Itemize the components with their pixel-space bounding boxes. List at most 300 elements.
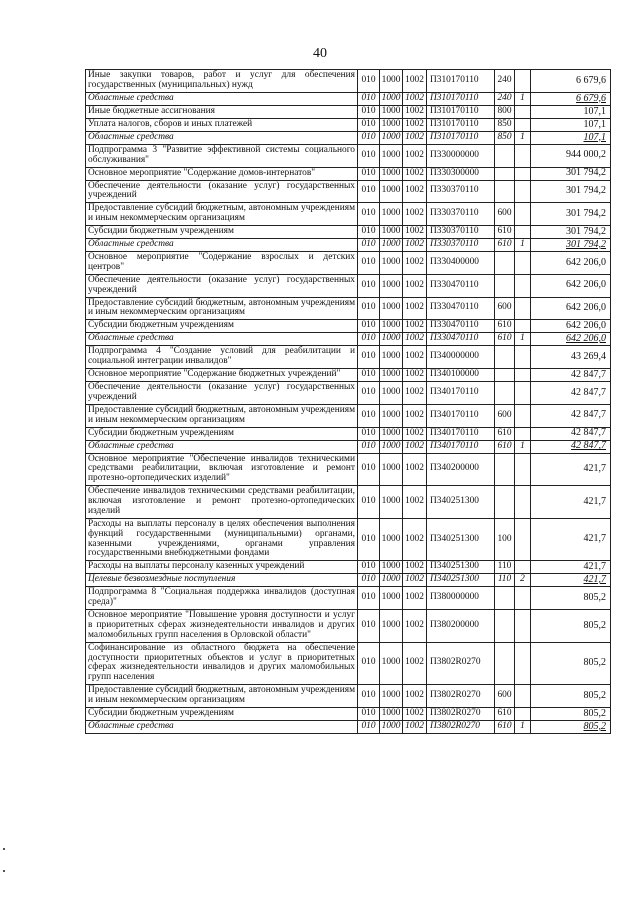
expense-type-code: 610 — [495, 707, 515, 720]
target-article-code: П380200000 — [427, 610, 495, 643]
expense-type-code: 610 — [495, 427, 515, 440]
target-article-code: П330370110 — [427, 203, 495, 226]
funding-source-code: 1 — [515, 92, 531, 105]
table-row — [86, 453, 611, 486]
subsection-code: 1002 — [403, 561, 427, 574]
subsection-code: 1002 — [403, 587, 427, 610]
grbs-code: 010 — [358, 720, 380, 733]
target-article-code: П340251300 — [427, 486, 495, 519]
section-code: 1000 — [380, 369, 403, 382]
funding-source-code — [515, 226, 531, 239]
grbs-code: 010 — [358, 118, 380, 131]
subsection-code: 1002 — [403, 105, 427, 118]
amount: 6 679,6 — [531, 70, 611, 93]
expense-type-code — [495, 274, 515, 297]
grbs-code: 010 — [358, 518, 380, 561]
grbs-code: 010 — [358, 320, 380, 333]
row-name: Областные средства — [86, 333, 358, 346]
grbs-code: 010 — [358, 440, 380, 453]
row-name: Расходы на выплаты персоналу казенных учреждений — [86, 561, 358, 574]
target-article-code: П340251300 — [427, 561, 495, 574]
funding-source-code — [515, 642, 531, 685]
target-article-code: П310170110 — [427, 92, 495, 105]
funding-source-code — [515, 561, 531, 574]
table-row — [86, 382, 611, 405]
section-code: 1000 — [380, 720, 403, 733]
grbs-code: 010 — [358, 486, 380, 519]
funding-source-code — [515, 685, 531, 708]
funding-source-code — [515, 167, 531, 180]
amount: 642 206,0 — [531, 274, 611, 297]
subsection-code: 1002 — [403, 346, 427, 369]
funding-source-code — [515, 144, 531, 167]
target-article-code: П310170110 — [427, 105, 495, 118]
table-row — [86, 685, 611, 708]
table-row — [86, 440, 611, 453]
row-name: Субсидии бюджетным учреждениям — [86, 320, 358, 333]
amount: 642 206,0 — [531, 320, 611, 333]
amount: 43 269,4 — [531, 346, 611, 369]
target-article-code: П340200000 — [427, 453, 495, 486]
table-row — [86, 707, 611, 720]
amount: 421,7 — [531, 486, 611, 519]
table-row — [86, 105, 611, 118]
table-row — [86, 346, 611, 369]
amount: 805,2 — [531, 610, 611, 643]
expense-type-code: 240 — [495, 70, 515, 93]
section-code: 1000 — [380, 105, 403, 118]
grbs-code: 010 — [358, 574, 380, 587]
table-row — [86, 518, 611, 561]
row-name: Расходы на выплаты персоналу в целях обеспечения выполнения функций государственными (муниципальными) органами, казенными учреждениями, органами управления государственными внебюджетными фондами — [86, 518, 358, 561]
row-name: Обеспечение деятельности (оказание услуг) государственных учреждений — [86, 180, 358, 203]
row-name: Областные средства — [86, 92, 358, 105]
funding-source-code — [515, 203, 531, 226]
budget-table — [85, 69, 611, 734]
grbs-code: 010 — [358, 131, 380, 144]
funding-source-code — [515, 427, 531, 440]
funding-source-code — [515, 382, 531, 405]
row-name: Обеспечение деятельности (оказание услуг) государственных учреждений — [86, 382, 358, 405]
subsection-code: 1002 — [403, 167, 427, 180]
subsection-code: 1002 — [403, 707, 427, 720]
section-code: 1000 — [380, 92, 403, 105]
subsection-code: 1002 — [403, 131, 427, 144]
expense-type-code: 600 — [495, 685, 515, 708]
section-code: 1000 — [380, 404, 403, 427]
subsection-code: 1002 — [403, 642, 427, 685]
grbs-code: 010 — [358, 561, 380, 574]
funding-source-code: 1 — [515, 720, 531, 733]
funding-source-code — [515, 274, 531, 297]
grbs-code: 010 — [358, 239, 380, 252]
funding-source-code — [515, 252, 531, 275]
grbs-code: 010 — [358, 587, 380, 610]
amount: 421,7 — [531, 574, 611, 587]
section-code: 1000 — [380, 203, 403, 226]
amount: 6 679,6 — [531, 92, 611, 105]
target-article-code: П340251300 — [427, 574, 495, 587]
amount: 42 847,7 — [531, 382, 611, 405]
subsection-code: 1002 — [403, 486, 427, 519]
section-code: 1000 — [380, 561, 403, 574]
target-article-code: П340170110 — [427, 404, 495, 427]
funding-source-code — [515, 105, 531, 118]
table-row — [86, 404, 611, 427]
funding-source-code: 1 — [515, 333, 531, 346]
amount: 642 206,0 — [531, 252, 611, 275]
section-code: 1000 — [380, 144, 403, 167]
row-name: Обеспечение инвалидов техническими средствами реабилитации, включая изготовление и ремонт протезно-ортопедических изделий — [86, 486, 358, 519]
scan-mark — [3, 848, 5, 850]
subsection-code: 1002 — [403, 92, 427, 105]
expense-type-code: 850 — [495, 131, 515, 144]
expense-type-code — [495, 486, 515, 519]
section-code: 1000 — [380, 453, 403, 486]
table-row — [86, 239, 611, 252]
section-code: 1000 — [380, 297, 403, 320]
amount: 805,2 — [531, 642, 611, 685]
row-name: Основное мероприятие "Содержание взрослых и детских центров" — [86, 252, 358, 275]
row-name: Субсидии бюджетным учреждениям — [86, 707, 358, 720]
grbs-code: 010 — [358, 642, 380, 685]
funding-source-code — [515, 297, 531, 320]
grbs-code: 010 — [358, 203, 380, 226]
row-name: Основное мероприятие "Обеспечение инвалидов техническими средствами реабилитации, включая изготовление и ремонт протезно-ортопедических изделий" — [86, 453, 358, 486]
row-name: Предоставление субсидий бюджетным, автономным учреждениям и иным некоммерческим организациям — [86, 203, 358, 226]
target-article-code: П3802R0270 — [427, 685, 495, 708]
target-article-code: П340170110 — [427, 382, 495, 405]
amount: 42 847,7 — [531, 369, 611, 382]
subsection-code: 1002 — [403, 440, 427, 453]
expense-type-code — [495, 610, 515, 643]
target-article-code: П3802R0270 — [427, 707, 495, 720]
expense-type-code — [495, 369, 515, 382]
expense-type-code: 610 — [495, 440, 515, 453]
amount: 421,7 — [531, 518, 611, 561]
row-name: Основное мероприятие "Содержание бюджетных учреждений" — [86, 369, 358, 382]
table-row — [86, 642, 611, 685]
subsection-code: 1002 — [403, 369, 427, 382]
grbs-code: 010 — [358, 274, 380, 297]
section-code: 1000 — [380, 610, 403, 643]
row-name: Подпрограмма 4 "Создание условий для реабилитации и социальной интеграции инвалидов" — [86, 346, 358, 369]
funding-source-code: 1 — [515, 131, 531, 144]
subsection-code: 1002 — [403, 180, 427, 203]
target-article-code: П310170110 — [427, 118, 495, 131]
table-row — [86, 274, 611, 297]
target-article-code: П310170110 — [427, 131, 495, 144]
section-code: 1000 — [380, 131, 403, 144]
amount: 642 206,0 — [531, 297, 611, 320]
subsection-code: 1002 — [403, 70, 427, 93]
expense-type-code — [495, 180, 515, 203]
grbs-code: 010 — [358, 369, 380, 382]
target-article-code: П330000000 — [427, 144, 495, 167]
amount: 421,7 — [531, 453, 611, 486]
target-article-code: П3802R0270 — [427, 720, 495, 733]
subsection-code: 1002 — [403, 297, 427, 320]
section-code: 1000 — [380, 685, 403, 708]
grbs-code: 010 — [358, 180, 380, 203]
funding-source-code — [515, 369, 531, 382]
expense-type-code: 240 — [495, 92, 515, 105]
row-name: Уплата налогов, сборов и иных платежей — [86, 118, 358, 131]
funding-source-code — [515, 518, 531, 561]
row-name: Областные средства — [86, 131, 358, 144]
subsection-code: 1002 — [403, 203, 427, 226]
table-row — [86, 427, 611, 440]
row-name: Софинансирование из областного бюджета на обеспечение доступности приоритетных объектов и услуг в приоритетных сферах жизнедеятельности инвалидов и других маломобильных групп населения — [86, 642, 358, 685]
amount: 301 794,2 — [531, 226, 611, 239]
amount: 805,2 — [531, 685, 611, 708]
row-name: Иные закупки товаров, работ и услуг для обеспечения государственных (муниципальных) нужд — [86, 70, 358, 93]
funding-source-code — [515, 707, 531, 720]
section-code: 1000 — [380, 167, 403, 180]
expense-type-code: 110 — [495, 574, 515, 587]
funding-source-code: 1 — [515, 239, 531, 252]
table-row — [86, 70, 611, 93]
target-article-code: П330300000 — [427, 167, 495, 180]
table-row — [86, 144, 611, 167]
expense-type-code: 600 — [495, 404, 515, 427]
section-code: 1000 — [380, 226, 403, 239]
row-name: Субсидии бюджетным учреждениям — [86, 427, 358, 440]
row-name: Основное мероприятие "Содержание домов-интернатов" — [86, 167, 358, 180]
amount: 107,1 — [531, 105, 611, 118]
grbs-code: 010 — [358, 167, 380, 180]
section-code: 1000 — [380, 587, 403, 610]
table-row — [86, 320, 611, 333]
amount: 421,7 — [531, 561, 611, 574]
grbs-code: 010 — [358, 453, 380, 486]
amount: 805,2 — [531, 720, 611, 733]
section-code: 1000 — [380, 252, 403, 275]
amount: 642 206,0 — [531, 333, 611, 346]
table-row — [86, 486, 611, 519]
subsection-code: 1002 — [403, 427, 427, 440]
expense-type-code: 100 — [495, 518, 515, 561]
row-name: Основное мероприятие "Повышение уровня доступности и услуг в приоритетных сферах жизнедеятельности инвалидов и других маломобильных групп населения в Орловской области" — [86, 610, 358, 643]
grbs-code: 010 — [358, 92, 380, 105]
expense-type-code: 600 — [495, 203, 515, 226]
target-article-code: П3802R0270 — [427, 642, 495, 685]
subsection-code: 1002 — [403, 685, 427, 708]
expense-type-code: 600 — [495, 297, 515, 320]
subsection-code: 1002 — [403, 518, 427, 561]
amount: 42 847,7 — [531, 427, 611, 440]
amount: 42 847,7 — [531, 404, 611, 427]
target-article-code: П330370110 — [427, 226, 495, 239]
table-row — [86, 180, 611, 203]
funding-source-code: 2 — [515, 574, 531, 587]
subsection-code: 1002 — [403, 333, 427, 346]
subsection-code: 1002 — [403, 453, 427, 486]
expense-type-code — [495, 382, 515, 405]
table-row — [86, 131, 611, 144]
target-article-code: П330470110 — [427, 297, 495, 320]
amount: 107,1 — [531, 118, 611, 131]
section-code: 1000 — [380, 333, 403, 346]
subsection-code: 1002 — [403, 382, 427, 405]
funding-source-code — [515, 453, 531, 486]
section-code: 1000 — [380, 118, 403, 131]
table-row — [86, 203, 611, 226]
amount: 301 794,2 — [531, 203, 611, 226]
funding-source-code — [515, 587, 531, 610]
subsection-code: 1002 — [403, 226, 427, 239]
amount: 805,2 — [531, 587, 611, 610]
grbs-code: 010 — [358, 404, 380, 427]
grbs-code: 010 — [358, 144, 380, 167]
expense-type-code — [495, 453, 515, 486]
section-code: 1000 — [380, 486, 403, 519]
section-code: 1000 — [380, 70, 403, 93]
section-code: 1000 — [380, 518, 403, 561]
target-article-code: П330370110 — [427, 239, 495, 252]
expense-type-code: 610 — [495, 333, 515, 346]
amount: 301 794,2 — [531, 167, 611, 180]
table-row — [86, 92, 611, 105]
section-code: 1000 — [380, 320, 403, 333]
amount: 42 847,7 — [531, 440, 611, 453]
section-code: 1000 — [380, 427, 403, 440]
grbs-code: 010 — [358, 70, 380, 93]
table-row — [86, 587, 611, 610]
grbs-code: 010 — [358, 610, 380, 643]
target-article-code: П340170110 — [427, 427, 495, 440]
expense-type-code: 610 — [495, 720, 515, 733]
subsection-code: 1002 — [403, 574, 427, 587]
row-name: Предоставление субсидий бюджетным, автономным учреждениям и иным некоммерческим организациям — [86, 404, 358, 427]
amount: 301 794,2 — [531, 180, 611, 203]
table-row — [86, 561, 611, 574]
expense-type-code — [495, 144, 515, 167]
funding-source-code — [515, 346, 531, 369]
target-article-code: П330470110 — [427, 333, 495, 346]
grbs-code: 010 — [358, 427, 380, 440]
section-code: 1000 — [380, 239, 403, 252]
table-body — [86, 70, 611, 734]
expense-type-code: 800 — [495, 105, 515, 118]
subsection-code: 1002 — [403, 720, 427, 733]
target-article-code: П380000000 — [427, 587, 495, 610]
row-name: Областные средства — [86, 720, 358, 733]
table-row — [86, 226, 611, 239]
funding-source-code: 1 — [515, 440, 531, 453]
row-name: Подпрограмма 3 "Развитие эффективной системы социального обслуживания" — [86, 144, 358, 167]
section-code: 1000 — [380, 574, 403, 587]
target-article-code: П330470110 — [427, 320, 495, 333]
section-code: 1000 — [380, 642, 403, 685]
row-name: Областные средства — [86, 239, 358, 252]
funding-source-code — [515, 404, 531, 427]
table-row — [86, 252, 611, 275]
subsection-code: 1002 — [403, 320, 427, 333]
grbs-code: 010 — [358, 226, 380, 239]
funding-source-code — [515, 320, 531, 333]
subsection-code: 1002 — [403, 404, 427, 427]
funding-source-code — [515, 70, 531, 93]
expense-type-code: 610 — [495, 226, 515, 239]
funding-source-code — [515, 610, 531, 643]
target-article-code: П330370110 — [427, 180, 495, 203]
table-row — [86, 574, 611, 587]
grbs-code: 010 — [358, 297, 380, 320]
target-article-code: П340100000 — [427, 369, 495, 382]
funding-source-code — [515, 180, 531, 203]
grbs-code: 010 — [358, 382, 380, 405]
grbs-code: 010 — [358, 346, 380, 369]
page-number: 40 — [313, 46, 327, 61]
grbs-code: 010 — [358, 105, 380, 118]
subsection-code: 1002 — [403, 239, 427, 252]
subsection-code: 1002 — [403, 274, 427, 297]
row-name: Субсидии бюджетным учреждениям — [86, 226, 358, 239]
expense-type-code: 610 — [495, 320, 515, 333]
amount: 107,1 — [531, 131, 611, 144]
section-code: 1000 — [380, 707, 403, 720]
subsection-code: 1002 — [403, 118, 427, 131]
scan-mark — [3, 870, 5, 872]
section-code: 1000 — [380, 346, 403, 369]
section-code: 1000 — [380, 274, 403, 297]
funding-source-code — [515, 486, 531, 519]
section-code: 1000 — [380, 180, 403, 203]
grbs-code: 010 — [358, 707, 380, 720]
table-row — [86, 167, 611, 180]
row-name: Предоставление субсидий бюджетным, автономным учреждениям и иным некоммерческим организациям — [86, 685, 358, 708]
expense-type-code: 110 — [495, 561, 515, 574]
grbs-code: 010 — [358, 685, 380, 708]
expense-type-code — [495, 587, 515, 610]
target-article-code: П340251300 — [427, 518, 495, 561]
section-code: 1000 — [380, 382, 403, 405]
expense-type-code — [495, 346, 515, 369]
target-article-code: П340000000 — [427, 346, 495, 369]
expense-type-code — [495, 642, 515, 685]
funding-source-code — [515, 118, 531, 131]
subsection-code: 1002 — [403, 252, 427, 275]
table-row — [86, 333, 611, 346]
grbs-code: 010 — [358, 252, 380, 275]
row-name: Иные бюджетные ассигнования — [86, 105, 358, 118]
expense-type-code: 850 — [495, 118, 515, 131]
amount: 301 794,2 — [531, 239, 611, 252]
table-row — [86, 610, 611, 643]
table-row — [86, 118, 611, 131]
subsection-code: 1002 — [403, 144, 427, 167]
expense-type-code — [495, 252, 515, 275]
table-row — [86, 297, 611, 320]
table-row — [86, 369, 611, 382]
target-article-code: П330470110 — [427, 274, 495, 297]
amount: 805,2 — [531, 707, 611, 720]
row-name: Обеспечение деятельности (оказание услуг) государственных учреждений — [86, 274, 358, 297]
row-name: Областные средства — [86, 440, 358, 453]
expense-type-code: 610 — [495, 239, 515, 252]
target-article-code: П310170110 — [427, 70, 495, 93]
target-article-code: П340170110 — [427, 440, 495, 453]
row-name: Подпрограмма 8 "Социальная поддержка инвалидов (доступная среда)" — [86, 587, 358, 610]
amount: 944 000,2 — [531, 144, 611, 167]
section-code: 1000 — [380, 440, 403, 453]
target-article-code: П330400000 — [427, 252, 495, 275]
row-name: Предоставление субсидий бюджетным, автономным учреждениям и иным некоммерческим организациям — [86, 297, 358, 320]
subsection-code: 1002 — [403, 610, 427, 643]
table-row — [86, 720, 611, 733]
grbs-code: 010 — [358, 333, 380, 346]
